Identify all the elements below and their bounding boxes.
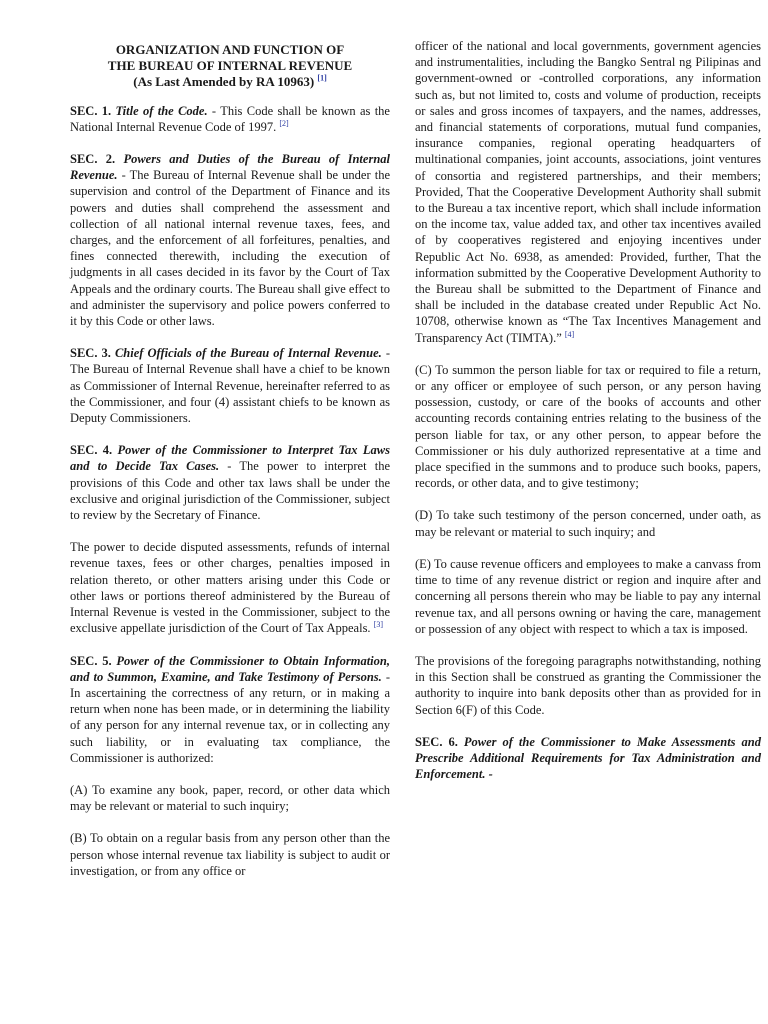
section-body: - The Bureau of Internal Revenue shall be under the supervision and control of the Department of Finance and its powers and duties shall comprehend the assessment and collection of all national internal revenue taxes, fees, and charges, and the enforcement of all forfeitures, penalties, and fines connected therewith, including the execution of judgments in all cases decided in its favor by the Court of Tax Appeals and the ordinary courts. The Bureau shall give effect to and administer the supervisory and police powers conferred to it by this Code or other laws.	[70, 168, 390, 329]
section-5-item-b-continued: officer of the national and local governments, government agencies and instrumentalities, including the Bangko Sentral ng Pilipinas and government-owned or -controlled corporations, any information such as, but not limited to, costs and volume of production, receipts or sales and gross incomes of taxpayers, and the names, addresses, and financial statements of corporations, mutual fund companies, insurance companies, regional operating headquarters of multinational companies, joint accounts, associations, joint ventures of consortia and registered partnerships, and their members; Provided, That the Cooperative Development Authority shall submit to the Bureau a tax incentive report, which shall include information on the income tax, value added tax, and other tax incentives availed of by cooperatives registered and enjoying incentives under Republic Act No. 6938, as amended: Provided, further, That the information submitted by the Cooperative Development Authority to the Bureau shall be submitted to the Department of Finance and shall be included in the database created under Republic Act No. 10708, otherwise known as “The Tax Incentives Management and Transparency Act (TIMTA).” [4]	[415, 39, 761, 345]
section-4	[70, 442, 390, 523]
footnote-ref[interactable]: [2]	[279, 118, 289, 128]
title-line-2: THE BUREAU OF INTERNAL REVENUE	[107, 58, 353, 74]
section-number: SEC. 4.	[70, 443, 113, 458]
section-body: -	[485, 767, 493, 782]
section-5-item-d: (D) To take such testimony of the person concerned, under oath, as may be relevant or material to such inquiry; and	[415, 508, 761, 539]
section-5-item-b: (B) To obtain on a regular basis from any person other than the person whose internal revenue tax liability is subject to audit or investigation, or from any office or	[70, 831, 390, 878]
left-column	[70, 38, 390, 895]
section-title: Title of the Code.	[115, 103, 208, 118]
section-number: SEC. 5.	[70, 653, 112, 668]
section-number: SEC. 2.	[70, 152, 116, 167]
title-line-1: ORGANIZATION AND FUNCTION OF	[115, 42, 345, 57]
footnote-ref[interactable]: [4]	[564, 329, 575, 339]
section-body: - The power to interpret the provisions of this Code and other tax laws shall be under the exclusive and original jurisdiction of the Commissioner, subject to review by the Secretary of Finance.	[70, 459, 390, 523]
section-5-item-c: (C) To summon the person liable for tax or required to file a return, or any officer or employee of such person, or any person having possession, custody, or care of the books of accounts and other accounting records containing entries relating to the business of the person liable for tax, or any other person, to appear before the Commissioner or his duly authorized representative at a time and place specified in the summons and to produce such books, papers, records, or other data, and to give testimony;	[415, 362, 761, 491]
section-4-paragraph-2: The power to decide disputed assessments, refunds of internal revenue taxes, fees or other charges, penalties imposed in relation thereto, or other matters arising under this Code or other laws or portions thereof administered by the Bureau of Internal Revenue is vested in the Commissioner, subject to the exclusive appellate jurisdiction of the Court of Tax Appeals. [3]	[70, 540, 390, 636]
title-line-3: (As Last Amended by RA 10963) [1]	[133, 74, 327, 90]
section-title: Power of the Commissioner to Make Assessments and Prescribe Additional Requirements for Tax Administration and Enforcement.	[415, 734, 762, 782]
right-column	[415, 38, 761, 798]
section-title: Powers and Duties of the Bureau of Internal Revenue.	[70, 152, 390, 183]
section-title: Power of the Commissioner to Obtain Information, and to Summon, Examine, and Take Testimony of Persons.	[70, 653, 390, 684]
section-5-item-a: (A) To examine any book, paper, record, or other data which may be relevant or material to such inquiry;	[70, 782, 390, 814]
section-number: SEC. 3.	[70, 346, 111, 361]
document-title	[70, 42, 390, 91]
section-3	[70, 345, 390, 426]
section-5-item-e: (E) To cause revenue officers and employees to make a canvass from time to time of any revenue district or region and inquire after and concerning all persons therein who may be liable to pay any internal revenue tax, and all persons owning or having the care, management or possession of any object with respect to which a tax is imposed.	[415, 556, 761, 636]
section-body: - This Code shall be known as the National Internal Revenue Code of 1997.	[70, 103, 390, 134]
section-6	[415, 734, 761, 783]
section-5	[70, 653, 390, 766]
section-number: SEC. 6.	[415, 734, 458, 749]
section-5-closing: The provisions of the foregoing paragraphs notwithstanding, nothing in this Section shall be construed as granting the Commissioner the authority to inquire into bank deposits other than as provided for in Section 6(F) of this Code.	[415, 653, 761, 717]
section-title: Chief Officials of the Bureau of Internal Revenue.	[114, 346, 382, 361]
section-title: Power of the Commissioner to Interpret Tax Laws and to Decide Tax Cases.	[70, 443, 390, 474]
section-1	[70, 103, 390, 135]
section-number: SEC. 1.	[70, 103, 112, 118]
section-body: - In ascertaining the correctness of any return, or in making a return when none has been made, or in determining the liability of any person for any internal revenue tax, or in collecting any such liability, or in evaluating tax compliance, the Commissioner is authorized:	[70, 669, 390, 765]
section-body: - The Bureau of Internal Revenue shall have a chief to be known as Commissioner of Internal Revenue, hereinafter referred to as the Commissioner, and four (4) assistant chiefs to be known as Deputy Commissioners.	[70, 346, 390, 426]
footnote-ref[interactable]: [3]	[373, 620, 384, 630]
footnote-ref[interactable]: [1]	[317, 74, 327, 84]
section-2	[70, 151, 390, 329]
